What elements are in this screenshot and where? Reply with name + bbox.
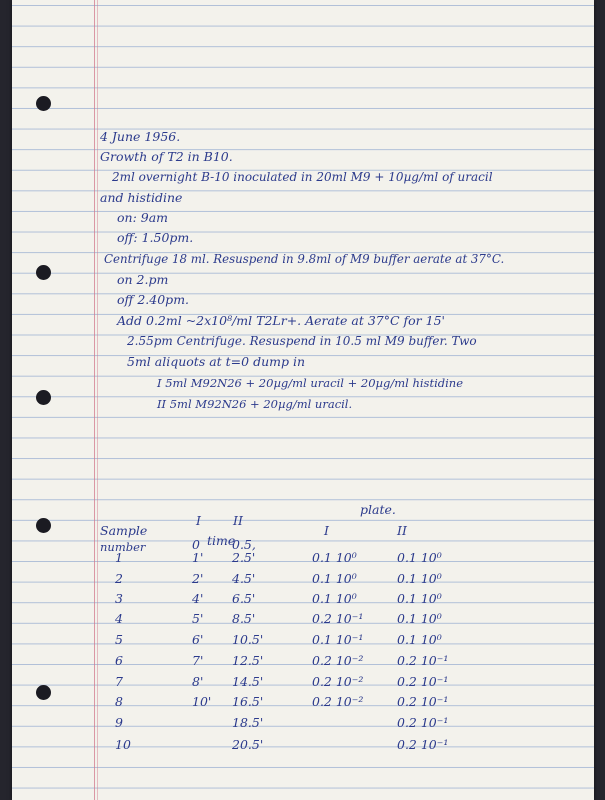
note-line: II 5ml M92N26 + 20µg/ml uracil. bbox=[157, 397, 353, 411]
sample-cell: 9 bbox=[115, 715, 123, 730]
plate-II-cell: 0.1 10⁰ bbox=[397, 632, 442, 647]
time-I-cell: 4' bbox=[192, 591, 204, 606]
sample-cell: 5 bbox=[115, 632, 123, 647]
plate-I-cell: 0.2 10⁻¹ bbox=[312, 611, 364, 626]
time-II-cell: 0.5, bbox=[232, 537, 256, 552]
time-II-cell: 12.5' bbox=[232, 653, 264, 668]
notebook-page bbox=[12, 0, 594, 800]
note-title: Growth of T2 in B10. bbox=[100, 149, 233, 164]
time-II-cell: 20.5' bbox=[232, 737, 264, 752]
sample-header: Sample bbox=[100, 523, 148, 538]
plate-II-cell: 0.2 10⁻¹ bbox=[397, 653, 449, 668]
time-II-cell: 18.5' bbox=[232, 715, 264, 730]
plate-I-cell: 0.2 10⁻² bbox=[312, 694, 364, 709]
time-I-cell: 2' bbox=[192, 571, 204, 586]
plate-II-cell: 0.2 10⁻¹ bbox=[397, 737, 449, 752]
plate-II-cell: 0.2 10⁻¹ bbox=[397, 674, 449, 689]
time-I-cell: 5' bbox=[192, 611, 204, 626]
plate-II-cell: 0.1 10⁰ bbox=[397, 571, 442, 586]
note-line: Add 0.2ml ~2x10⁸/ml T2Lr+. Aerate at 37°C for 15' bbox=[117, 313, 445, 328]
plate-II-cell: 0.2 10⁻¹ bbox=[397, 694, 449, 709]
time-header: time bbox=[207, 533, 236, 548]
note-line: on 2.pm bbox=[117, 272, 169, 287]
note-line: and histidine bbox=[100, 190, 183, 205]
time-I-cell: 0 bbox=[192, 537, 200, 552]
plate-header: plate. bbox=[360, 502, 396, 517]
time-I-cell: 6' bbox=[192, 632, 204, 647]
margin-line bbox=[94, 0, 95, 800]
sample-cell: 4 bbox=[115, 611, 123, 626]
time-II-header: II bbox=[233, 513, 243, 528]
plate-I-cell: 0.1 10⁻¹ bbox=[312, 632, 364, 647]
note-line: Centrifuge 18 ml. Resuspend in 9.8ml of M9 buffer aerate at 37°C. bbox=[104, 252, 505, 266]
plate-II-header: II bbox=[397, 523, 407, 538]
sample-cell: 3 bbox=[115, 591, 123, 606]
note-line: off: 1.50pm. bbox=[117, 230, 194, 245]
time-II-cell: 6.5' bbox=[232, 591, 256, 606]
plate-I-cell: 0.2 10⁻² bbox=[312, 653, 364, 668]
time-II-cell: 14.5' bbox=[232, 674, 264, 689]
plate-I-cell: 0.2 10⁻² bbox=[312, 674, 364, 689]
note-line: 5ml aliquots at t=0 dump in bbox=[127, 354, 306, 369]
punch-hole bbox=[36, 265, 51, 280]
plate-I-cell: 0.1 10⁰ bbox=[312, 571, 357, 586]
sample-cell: 7 bbox=[115, 674, 123, 689]
time-II-cell: 10.5' bbox=[232, 632, 264, 647]
time-I-cell: 7' bbox=[192, 653, 204, 668]
time-I-cell: 10' bbox=[192, 694, 212, 709]
time-II-cell: 2.5' bbox=[232, 550, 256, 565]
sample-cell: 10 bbox=[115, 737, 131, 752]
note-line: I 5ml M92N26 + 20µg/ml uracil + 20µg/ml histidine bbox=[157, 376, 464, 390]
sample-cell: 2 bbox=[115, 571, 123, 586]
note-line: 2.55pm Centrifuge. Resuspend in 10.5 ml M9 buffer. Two bbox=[127, 334, 477, 348]
plate-II-cell: 0.1 10⁰ bbox=[397, 550, 442, 565]
margin-line-inner bbox=[97, 0, 98, 800]
plate-II-cell: 0.2 10⁻¹ bbox=[397, 715, 449, 730]
note-line: on: 9am bbox=[117, 210, 169, 225]
time-I-cell: 8' bbox=[192, 674, 204, 689]
plate-I-header: I bbox=[324, 523, 329, 538]
time-I-cell: 1' bbox=[192, 550, 204, 565]
number-header: number bbox=[100, 540, 146, 554]
time-II-cell: 8.5' bbox=[232, 611, 256, 626]
punch-hole bbox=[36, 96, 51, 111]
punch-hole bbox=[36, 518, 51, 533]
plate-I-cell: 0.1 10⁰ bbox=[312, 591, 357, 606]
note-line: off 2.40pm. bbox=[117, 292, 190, 307]
punch-hole bbox=[36, 685, 51, 700]
sample-cell: 1 bbox=[115, 550, 123, 565]
plate-I-cell: 0.1 10⁰ bbox=[312, 550, 357, 565]
note-date: 4 June 1956. bbox=[100, 129, 181, 144]
plate-II-cell: 0.1 10⁰ bbox=[397, 611, 442, 626]
time-II-cell: 4.5' bbox=[232, 571, 256, 586]
time-II-cell: 16.5' bbox=[232, 694, 264, 709]
plate-II-cell: 0.1 10⁰ bbox=[397, 591, 442, 606]
note-line: 2ml overnight B-10 inoculated in 20ml M9 + 10µg/ml of uracil bbox=[112, 170, 493, 184]
sample-cell: 8 bbox=[115, 694, 123, 709]
punch-hole bbox=[36, 390, 51, 405]
sample-cell: 6 bbox=[115, 653, 123, 668]
time-I-header: I bbox=[196, 513, 201, 528]
